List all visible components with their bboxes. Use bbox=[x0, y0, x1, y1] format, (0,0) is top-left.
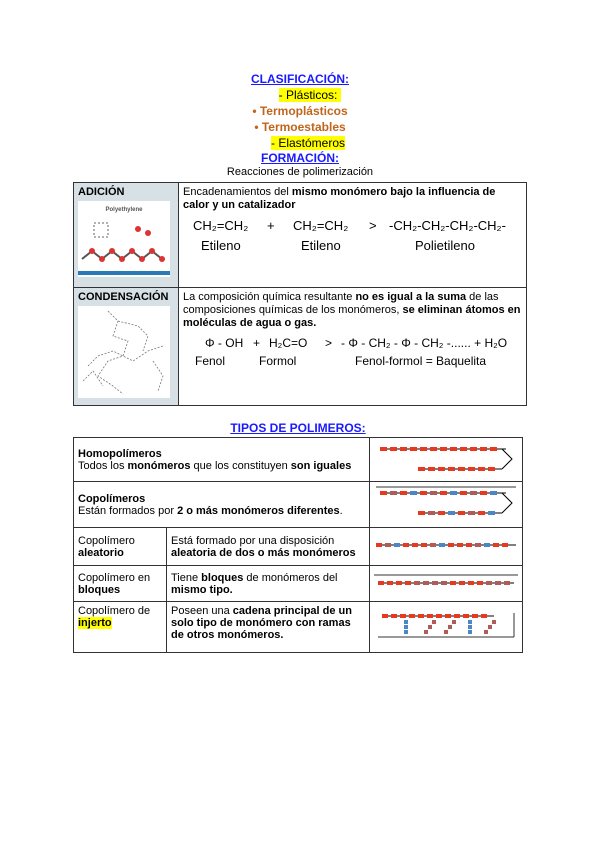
branch-monomer bbox=[444, 630, 448, 634]
monomer-unit bbox=[502, 543, 508, 547]
monomer-unit bbox=[450, 447, 457, 451]
monomer-unit bbox=[470, 447, 477, 451]
text: Está formado por una disposición bbox=[171, 534, 335, 547]
monomer-unit bbox=[387, 581, 393, 585]
monomer-unit bbox=[445, 614, 451, 618]
condensacion-description bbox=[179, 288, 527, 406]
monomer-unit bbox=[380, 447, 387, 451]
monomer-unit bbox=[458, 511, 465, 515]
monomer-unit bbox=[390, 447, 397, 451]
branch-monomer bbox=[404, 630, 408, 634]
monomer-unit bbox=[468, 581, 474, 585]
adicion-cell bbox=[74, 183, 179, 288]
monomer-unit bbox=[495, 581, 501, 585]
monomer-unit bbox=[376, 543, 382, 547]
monomer-unit bbox=[504, 581, 510, 585]
monomer-unit bbox=[378, 581, 384, 585]
tipos-table bbox=[73, 437, 523, 653]
branch-monomer bbox=[488, 625, 492, 629]
monomer-unit bbox=[403, 543, 409, 547]
name-2: Etileno bbox=[301, 238, 341, 253]
monomer-unit bbox=[440, 491, 447, 495]
text: Tiene bbox=[171, 571, 202, 584]
label: Copolímero de bbox=[78, 605, 151, 617]
monomer-unit bbox=[457, 543, 463, 547]
label-highlighted: injerto bbox=[78, 617, 112, 629]
condensacion-equation bbox=[183, 336, 522, 386]
image-caption: Polyethylene bbox=[105, 207, 143, 213]
monomer-unit bbox=[438, 511, 445, 515]
monomer-unit bbox=[470, 491, 477, 495]
monomer-unit bbox=[486, 581, 492, 585]
adicion-description bbox=[179, 183, 527, 288]
monomer-unit bbox=[394, 543, 400, 547]
injerto-row bbox=[74, 602, 523, 653]
monomer-unit bbox=[454, 614, 460, 618]
bloques-row bbox=[74, 566, 523, 602]
bold-text: mismo monómero bajo la influencia de calor y un catalizador bbox=[183, 186, 496, 211]
homopolymer-chain-image bbox=[374, 441, 518, 475]
text: Están formados por bbox=[78, 504, 178, 517]
bold-text: son iguales bbox=[290, 459, 352, 472]
monomer-unit bbox=[391, 614, 397, 618]
monomer-unit bbox=[436, 614, 442, 618]
monomer-unit bbox=[380, 491, 387, 495]
monomer-unit bbox=[481, 614, 487, 618]
monomer-unit bbox=[405, 581, 411, 585]
monomer-unit bbox=[430, 447, 437, 451]
plus: + bbox=[267, 218, 275, 233]
polyethylene-image bbox=[78, 201, 170, 277]
adicion-label: ADICIÓN bbox=[78, 186, 125, 198]
monomer-unit bbox=[418, 467, 425, 471]
branch-monomer bbox=[484, 630, 488, 634]
label: Copolímero en bbox=[78, 571, 151, 584]
branch-monomer bbox=[432, 620, 436, 624]
branch-monomer bbox=[468, 625, 472, 629]
monomer-unit bbox=[412, 543, 418, 547]
branch-monomer bbox=[468, 630, 472, 634]
monomer-unit bbox=[488, 511, 495, 515]
termoplasticos-item: • Termoplásticos bbox=[252, 104, 348, 118]
monomer-unit bbox=[477, 581, 483, 585]
text: de las composiciones químicas de los monómeros, bbox=[183, 291, 499, 316]
branch-monomer bbox=[448, 625, 452, 629]
graft-copolymer-image bbox=[374, 611, 518, 641]
label-bold: bloques bbox=[78, 583, 121, 596]
adicion-equation bbox=[183, 218, 522, 268]
monomer-unit bbox=[420, 491, 427, 495]
monomer-unit bbox=[430, 543, 436, 547]
homo-row bbox=[74, 438, 523, 482]
text: La composición química resultante bbox=[183, 291, 356, 303]
condensacion-label: CONDENSACIÓN bbox=[78, 291, 169, 303]
tipos-heading: TIPOS DE POLIMEROS: bbox=[230, 421, 366, 435]
monomer-unit bbox=[439, 543, 445, 547]
condensacion-cell bbox=[74, 288, 179, 406]
bold-text: no es igual a la suma bbox=[355, 291, 467, 303]
monomer-unit bbox=[438, 467, 445, 471]
branch-monomer bbox=[404, 625, 408, 629]
monomer-unit bbox=[418, 614, 424, 618]
plasticos-item: - Plásticos: bbox=[279, 88, 342, 102]
monomer-unit bbox=[448, 511, 455, 515]
monomer-unit bbox=[488, 467, 495, 471]
bold-text: cadena principal de un solo tipo de monómero con ramas de otros monómeros. bbox=[171, 605, 352, 641]
formacion-table bbox=[73, 182, 527, 406]
plus: + bbox=[253, 336, 261, 350]
bold-text: bloques bbox=[201, 571, 244, 584]
monomer-unit bbox=[490, 491, 497, 495]
clasificacion-heading: CLASIFICACIÓN: bbox=[251, 72, 349, 86]
branch-monomer bbox=[492, 620, 496, 624]
monomer-unit bbox=[414, 581, 420, 585]
homo-title: Homopolímeros bbox=[78, 447, 162, 460]
monomer-unit bbox=[460, 491, 467, 495]
co-title: Copolímeros bbox=[78, 492, 146, 505]
text: Encadenamientos del bbox=[183, 186, 292, 198]
monomer-unit bbox=[409, 614, 415, 618]
text: Todos los bbox=[78, 459, 128, 472]
formacion-subtitle: Reacciones de polimerización bbox=[226, 166, 374, 178]
monomer-unit bbox=[400, 447, 407, 451]
co-row bbox=[74, 482, 523, 528]
monomer-unit bbox=[480, 491, 487, 495]
branch-monomer bbox=[404, 620, 408, 624]
monomer-unit bbox=[493, 543, 499, 547]
label: Copolímero bbox=[78, 534, 135, 547]
elastomeros-item: - Elastómeros bbox=[270, 136, 346, 150]
bold-text: monómeros bbox=[127, 459, 191, 472]
monomer-unit bbox=[440, 447, 447, 451]
monomer-unit bbox=[430, 491, 437, 495]
monomer-2: H₂C=O bbox=[269, 336, 308, 350]
product: -CH₂-CH₂-CH₂-CH₂- bbox=[389, 218, 506, 233]
bold-text: 2 o más monómeros diferentes bbox=[177, 504, 340, 517]
monomer-unit bbox=[463, 614, 469, 618]
name-3: Polietileno bbox=[415, 238, 475, 253]
monomer-unit bbox=[460, 447, 467, 451]
monomer-unit bbox=[428, 467, 435, 471]
monomer-unit bbox=[396, 581, 402, 585]
monomer-unit bbox=[410, 491, 417, 495]
monomer-1: CH₂=CH₂ bbox=[193, 218, 249, 233]
monomer-unit bbox=[432, 581, 438, 585]
monomer-unit bbox=[478, 467, 485, 471]
name-2: Formol bbox=[259, 354, 297, 368]
monomer-unit bbox=[400, 614, 406, 618]
text: Poseen una bbox=[171, 605, 233, 617]
monomer-unit bbox=[450, 491, 457, 495]
monomer-2: CH₂=CH₂ bbox=[293, 218, 349, 233]
chain-fold bbox=[502, 449, 512, 469]
monomer-unit bbox=[418, 511, 425, 515]
arrow: > bbox=[369, 218, 377, 233]
arrow: > bbox=[325, 336, 333, 350]
text: que los constituyen bbox=[190, 459, 291, 472]
condensacion-row bbox=[74, 288, 527, 406]
monomer-unit bbox=[448, 543, 454, 547]
bold-text: se eliminan átomos en moléculas de agua o gas. bbox=[183, 304, 521, 329]
monomer-unit bbox=[382, 614, 388, 618]
monomer-unit bbox=[448, 467, 455, 471]
monomer-unit bbox=[427, 614, 433, 618]
name-3: Fenol-formol = Baquelita bbox=[355, 354, 487, 368]
branch-monomer bbox=[452, 620, 456, 624]
monomer-1: Φ - OH bbox=[205, 336, 244, 350]
bold-text: mismo tipo. bbox=[171, 583, 233, 596]
monomer-unit bbox=[400, 491, 407, 495]
monomer-unit bbox=[484, 543, 490, 547]
label-bold: aleatorio bbox=[78, 546, 124, 559]
text: . bbox=[339, 504, 343, 517]
monomer-unit bbox=[385, 543, 391, 547]
monomer-unit bbox=[421, 543, 427, 547]
product: - Φ - CH₂ - Φ - CH₂ -...... + H₂O bbox=[341, 336, 508, 350]
block-copolymer-image bbox=[374, 573, 518, 591]
monomer-unit bbox=[390, 491, 397, 495]
text: de monómeros del bbox=[243, 571, 338, 584]
monomer-unit bbox=[458, 467, 465, 471]
aleatorio-row bbox=[74, 528, 523, 566]
name-1: Etileno bbox=[201, 238, 241, 253]
formacion-heading: FORMACIÓN: bbox=[261, 151, 339, 165]
monomer-unit bbox=[428, 511, 435, 515]
monomer-unit bbox=[475, 543, 481, 547]
adicion-row bbox=[74, 183, 527, 288]
monomer-unit bbox=[410, 447, 417, 451]
monomer-unit bbox=[468, 467, 475, 471]
monomer-unit bbox=[441, 581, 447, 585]
monomer-unit bbox=[466, 543, 472, 547]
name-1: Fenol bbox=[195, 354, 226, 368]
monomer-unit bbox=[478, 511, 485, 515]
monomer-unit bbox=[480, 447, 487, 451]
monomer-unit bbox=[468, 511, 475, 515]
branch-monomer bbox=[428, 625, 432, 629]
monomer-unit bbox=[459, 581, 465, 585]
chain-fold bbox=[502, 493, 512, 513]
branch-monomer bbox=[468, 620, 472, 624]
branch-monomer bbox=[424, 630, 428, 634]
monomer-unit bbox=[423, 581, 429, 585]
bold-text: aleatoria de dos o más monómeros bbox=[171, 546, 356, 559]
termoestables-item: • Termoestables bbox=[254, 120, 346, 134]
random-copolymer-image bbox=[374, 538, 518, 552]
monomer-unit bbox=[420, 447, 427, 451]
monomer-unit bbox=[490, 447, 497, 451]
monomer-unit bbox=[450, 581, 456, 585]
bakelite-structure-image bbox=[78, 306, 170, 398]
monomer-unit bbox=[472, 614, 478, 618]
copolymer-chain-image bbox=[374, 485, 518, 521]
